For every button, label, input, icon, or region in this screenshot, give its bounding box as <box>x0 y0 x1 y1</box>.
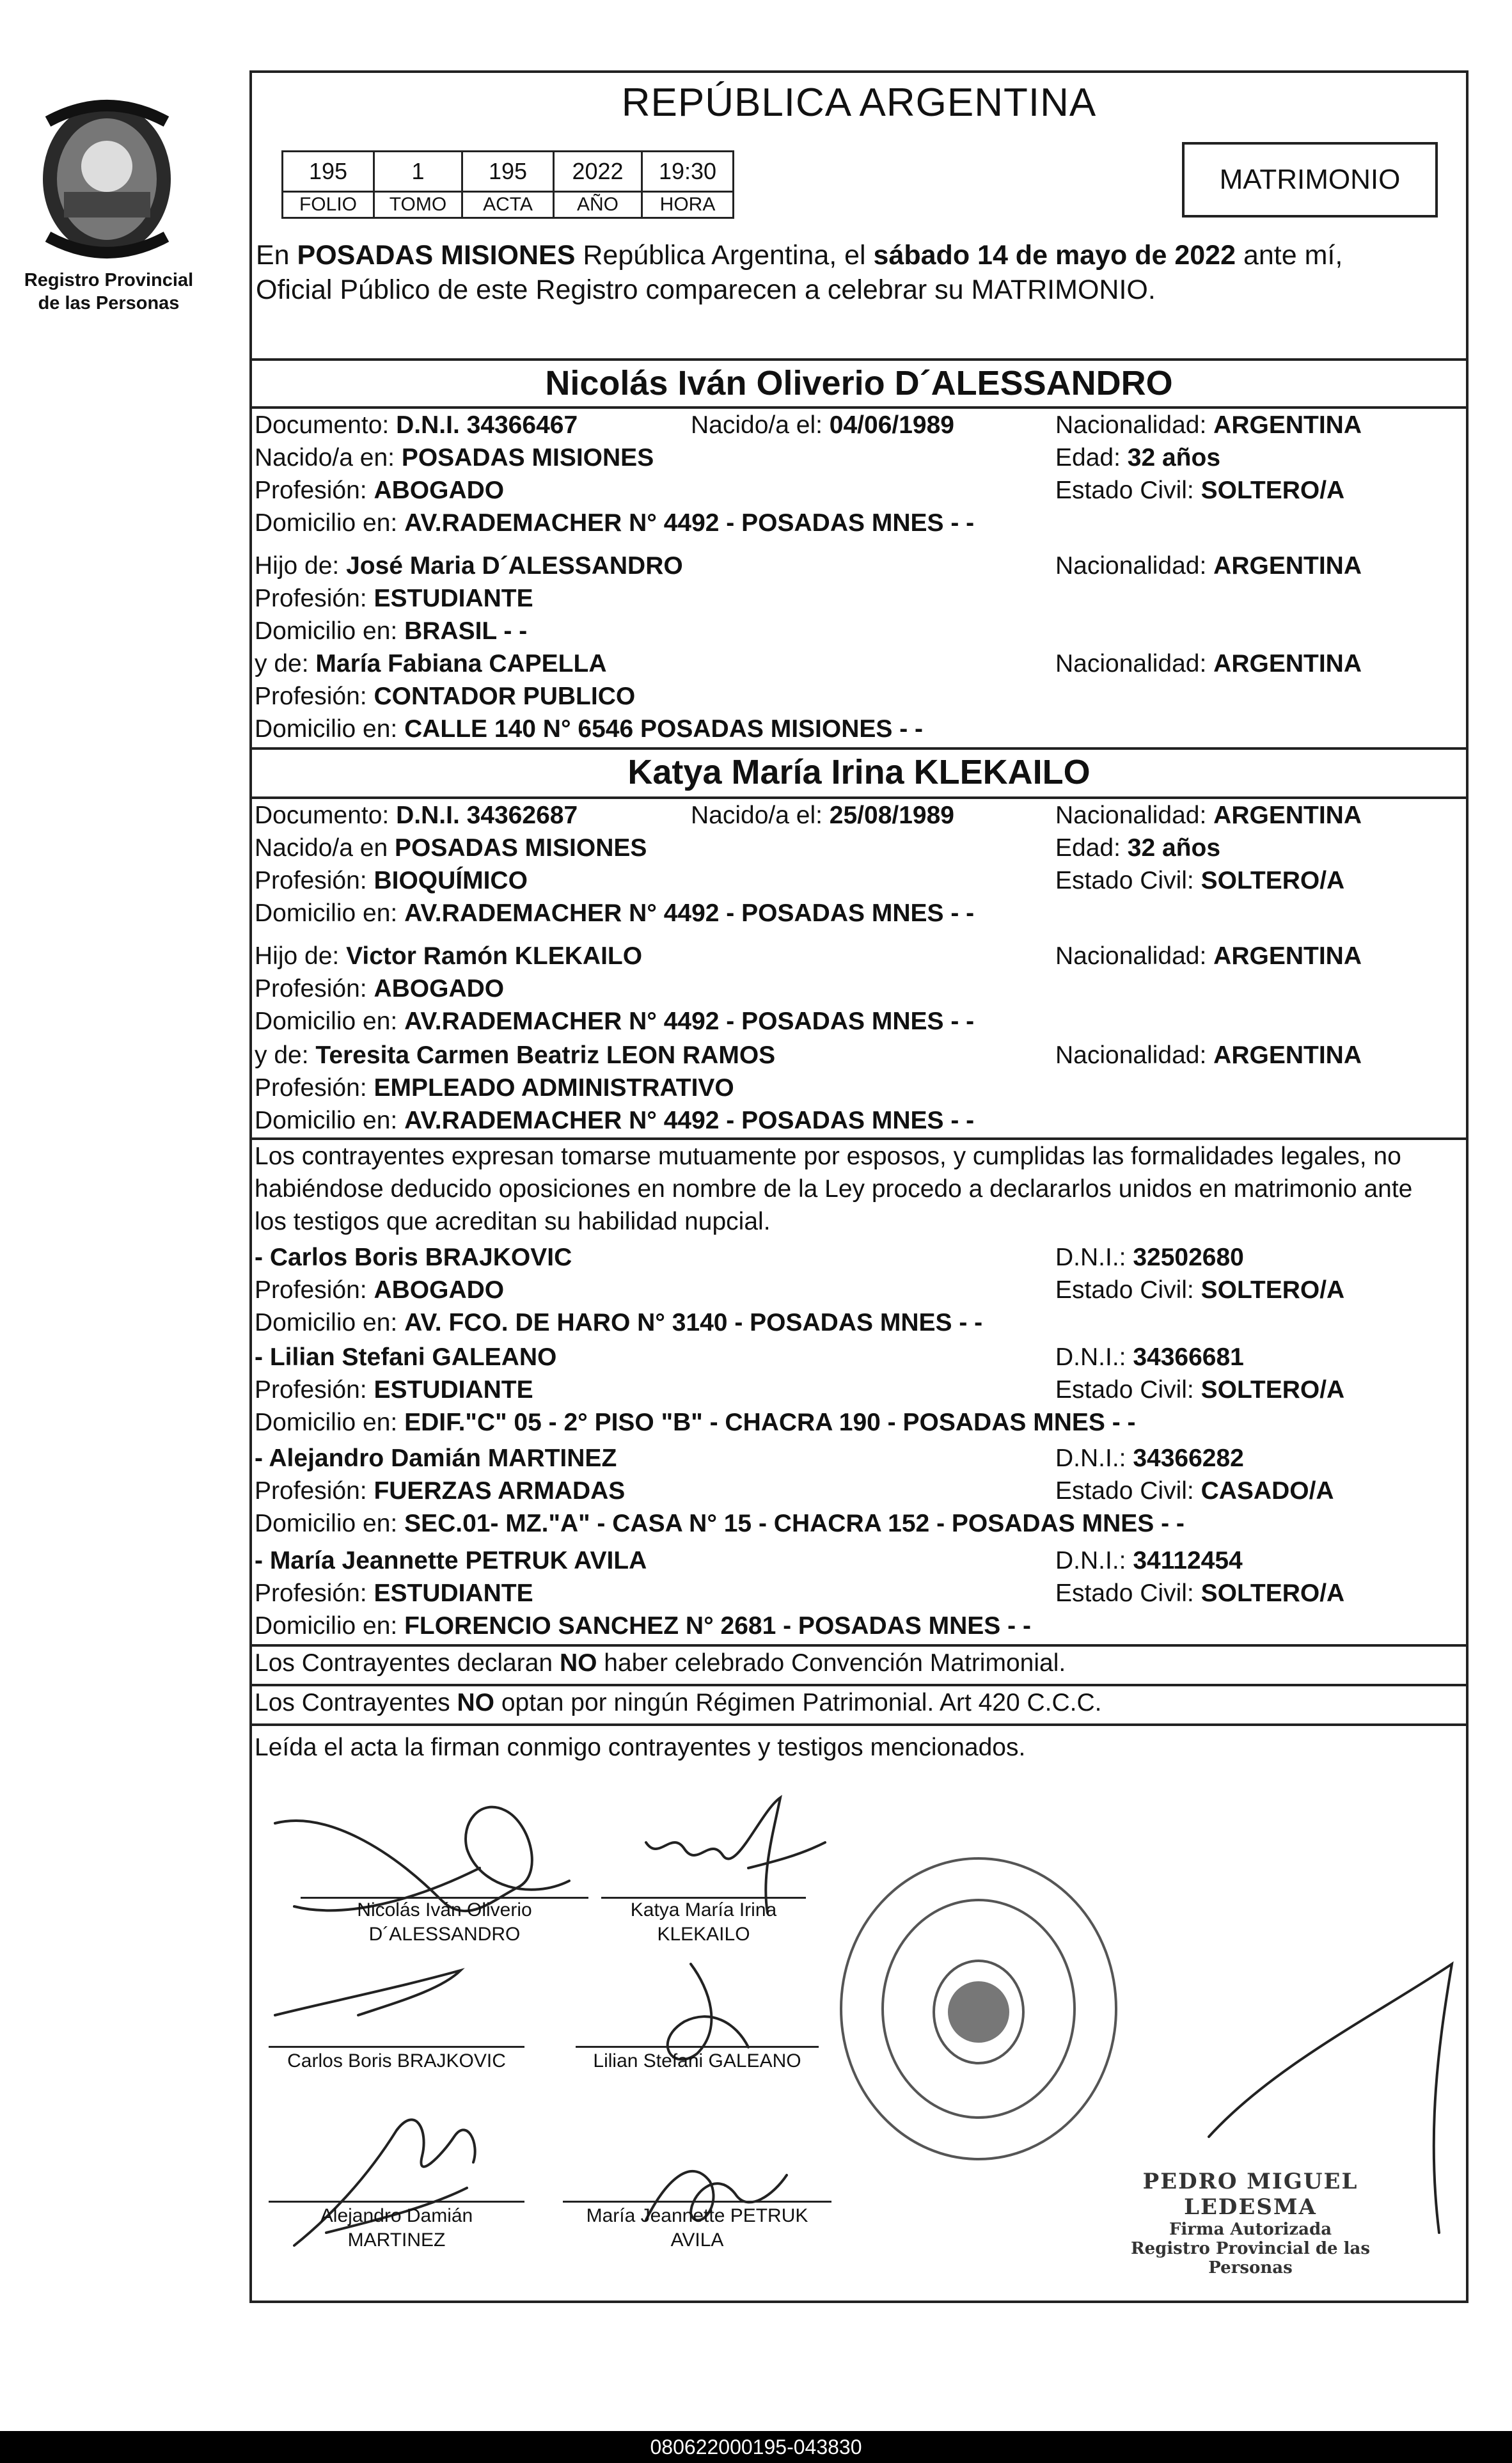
witness3-profession: Profesión: FUERZAS ARMADAS <box>255 1477 626 1505</box>
acta-value: 195 <box>462 152 554 192</box>
witness2-name: - Lilian Stefani GALEANO <box>255 1343 557 1371</box>
signature-label-spouse2: Katya María Irina KLEKAILO <box>630 1899 777 1945</box>
spouse2-mother-address: Domicilio en: AV.RADEMACHER N° 4492 - POSADAS MNES - - <box>255 1107 975 1134</box>
witness4-address: Domicilio en: FLORENCIO SANCHEZ N° 2681 - POSADAS MNES - - <box>255 1612 1031 1640</box>
spouse1-name: Nicolás Iván Oliverio D´ALESSANDRO <box>545 364 1173 402</box>
spouse2-nationality: Nacionalidad: ARGENTINA <box>1055 802 1362 829</box>
spouse1-father: Hijo de: José Maria D´ALESSANDRO <box>255 552 683 580</box>
spouse2-father-address: Domicilio en: AV.RADEMACHER N° 4492 - POSADAS MNES - - <box>255 1008 975 1035</box>
hora-value: 19:30 <box>642 152 734 192</box>
witness4-dni: D.N.I.: 34112454 <box>1055 1547 1243 1574</box>
divider <box>249 1684 1469 1686</box>
divider <box>249 747 1469 750</box>
tomo-value: 1 <box>374 152 462 192</box>
act-type-box: MATRIMONIO <box>1182 142 1438 218</box>
spouse2-birthplace: Nacido/a en POSADAS MISIONES <box>255 834 647 862</box>
intro-text <box>256 238 1465 307</box>
signature-line <box>563 2201 831 2203</box>
witness1-address: Domicilio en: AV. FCO. DE HARO N° 3140 - POSADAS MNES - - <box>255 1309 983 1336</box>
spouse1-mother-profession: Profesión: CONTADOR PUBLICO <box>255 683 636 710</box>
spouse2-mother-profession: Profesión: EMPLEADO ADMINISTRATIVO <box>255 1074 734 1102</box>
declaration-line1: Los contrayentes expresan tomarse mutuamente por esposos, y cumplidas las formalidades legales, no <box>255 1143 1401 1170</box>
spouse2-profession: Profesión: BIOQUÍMICO <box>255 867 528 894</box>
witness2-address: Domicilio en: EDIF."C" 05 - 2° PISO "B" - CHACRA 190 - POSADAS MNES - - <box>255 1409 1136 1436</box>
witness1-civil-status: Estado Civil: SOLTERO/A <box>1055 1276 1345 1304</box>
signature-line <box>269 2201 524 2203</box>
divider <box>249 1723 1469 1726</box>
intro-p3: ante mí, <box>1236 240 1343 271</box>
spouse2-father-profession: Profesión: ABOGADO <box>255 975 505 1002</box>
page-title: REPÚBLICA ARGENTINA <box>621 81 1097 125</box>
signature-label-witness2: Lilian Stefani GALEANO <box>593 2050 801 2071</box>
signature-label-spouse1: Nicolás Iván Oliverio D´ALESSANDRO <box>357 1899 532 1945</box>
witness1-name: - Carlos Boris BRAJKOVIC <box>255 1244 572 1271</box>
logo-caption-line1: Registro Provincial <box>24 270 194 290</box>
convention-text: Los Contrayentes declaran NO haber celebrado Convención Matrimonial. <box>255 1649 1066 1677</box>
spouse1-father-profession: Profesión: ESTUDIANTE <box>255 585 533 612</box>
declaration-line3: los testigos que acreditan su habilidad nupcial. <box>255 1208 771 1235</box>
spouse2-birthdate: Nacido/a el: 25/08/1989 <box>691 802 954 829</box>
ano-value: 2022 <box>554 152 642 192</box>
declaration-text <box>255 1140 1463 1238</box>
divider <box>249 406 1469 409</box>
witness4-profession: Profesión: ESTUDIANTE <box>255 1580 533 1607</box>
officer-office: Registro Provincial de las Personas <box>1130 2239 1371 2277</box>
signature-label-witness1: Carlos Boris BRAJKOVIC <box>287 2050 506 2071</box>
witness1-dni: D.N.I.: 32502680 <box>1055 1244 1244 1271</box>
witness4-civil-status: Estado Civil: SOLTERO/A <box>1055 1580 1345 1607</box>
intro-date: sábado 14 de mayo de 2022 <box>873 240 1236 271</box>
spouse1-age: Edad: 32 años <box>1055 444 1221 471</box>
spouse1-birthplace: Nacido/a en: POSADAS MISIONES <box>255 444 654 471</box>
officer-title: Firma Autorizada <box>1169 2220 1332 2239</box>
divider <box>249 358 1469 361</box>
spouse1-birthdate: Nacido/a el: 04/06/1989 <box>691 411 954 439</box>
officer-name: PEDRO MIGUEL LEDESMA <box>1142 2169 1358 2220</box>
witness2-dni: D.N.I.: 34366681 <box>1055 1343 1244 1371</box>
signature-label-witness3: Alejandro Damián MARTINEZ <box>320 2205 473 2251</box>
spouse2-mother: y de: Teresita Carmen Beatriz LEON RAMOS <box>255 1041 776 1069</box>
intro-place: POSADAS MISIONES <box>297 240 576 271</box>
folio-value: 195 <box>283 152 374 192</box>
spouse1-father-address: Domicilio en: BRASIL - - <box>255 617 528 645</box>
acta-label: ACTA <box>462 192 554 218</box>
witness2-civil-status: Estado Civil: SOLTERO/A <box>1055 1376 1345 1404</box>
tomo-label: TOMO <box>374 192 462 218</box>
spouse1-mother-address: Domicilio en: CALLE 140 N° 6546 POSADAS MISIONES - - <box>255 715 924 743</box>
intro-p1: En <box>256 240 297 271</box>
declaration-line2: habiéndose deducido oposiciones en nombre de la Ley procedo a declararlos unidos en matrimonio ante <box>255 1175 1413 1203</box>
logo-caption-line2: de las Personas <box>38 293 180 313</box>
witness3-civil-status: Estado Civil: CASADO/A <box>1055 1477 1334 1505</box>
regime-text: Los Contrayentes NO optan por ningún Régimen Patrimonial. Art 420 C.C.C. <box>255 1689 1102 1716</box>
spouse1-address: Domicilio en: AV.RADEMACHER N° 4492 - POSADAS MNES - - <box>255 509 975 537</box>
spouse1-civil-status: Estado Civil: SOLTERO/A <box>1055 477 1345 504</box>
intro-p2: República Argentina, el <box>575 240 874 271</box>
hora-label: HORA <box>642 192 734 218</box>
spouse2-name: Katya María Irina KLEKAILO <box>627 753 1091 791</box>
spouse2-father: Hijo de: Victor Ramón KLEKAILO <box>255 942 643 970</box>
intro-line2: Oficial Público de este Registro comparecen a celebrar su MATRIMONIO. <box>256 274 1156 305</box>
spouse1-document: Documento: D.N.I. 34366467 <box>255 411 578 439</box>
logo-caption <box>13 269 205 315</box>
signature-label-witness4: María Jeannette PETRUK AVILA <box>586 2205 808 2251</box>
witness3-address: Domicilio en: SEC.01- MZ."A" - CASA N° 15 - CHACRA 152 - POSADAS MNES - - <box>255 1510 1185 1537</box>
signature-line <box>576 2046 819 2048</box>
record-table <box>281 150 734 219</box>
spouse2-document: Documento: D.N.I. 34362687 <box>255 802 578 829</box>
spouse1-mother: y de: María Fabiana CAPELLA <box>255 650 607 677</box>
witness4-name: - María Jeannette PETRUK AVILA <box>255 1547 647 1574</box>
spouse1-nationality: Nacionalidad: ARGENTINA <box>1055 411 1362 439</box>
spouse2-father-nationality: Nacionalidad: ARGENTINA <box>1055 942 1362 970</box>
spouse1-mother-nationality: Nacionalidad: ARGENTINA <box>1055 650 1362 677</box>
province-logo <box>35 96 179 262</box>
officer-stamp <box>1097 2169 1404 2277</box>
document-code: 080622000195-043830 <box>0 2431 1512 2463</box>
witness2-profession: Profesión: ESTUDIANTE <box>255 1376 533 1404</box>
registry-seal <box>831 1849 1126 2169</box>
witness3-name: - Alejandro Damián MARTINEZ <box>255 1445 617 1472</box>
divider <box>249 796 1469 799</box>
spouse2-mother-nationality: Nacionalidad: ARGENTINA <box>1055 1041 1362 1069</box>
spouse2-address: Domicilio en: AV.RADEMACHER N° 4492 - POSADAS MNES - - <box>255 899 975 927</box>
witness1-profession: Profesión: ABOGADO <box>255 1276 505 1304</box>
divider <box>249 1644 1469 1647</box>
ano-label: AÑO <box>554 192 642 218</box>
signature-line <box>269 2046 524 2048</box>
spouse1-father-nationality: Nacionalidad: ARGENTINA <box>1055 552 1362 580</box>
folio-label: FOLIO <box>283 192 374 218</box>
spouse1-profession: Profesión: ABOGADO <box>255 477 505 504</box>
witness3-dni: D.N.I.: 34366282 <box>1055 1445 1244 1472</box>
spouse2-civil-status: Estado Civil: SOLTERO/A <box>1055 867 1345 894</box>
spouse2-age: Edad: 32 años <box>1055 834 1221 862</box>
reading-text: Leída el acta la firman conmigo contrayentes y testigos mencionados. <box>255 1734 1026 1761</box>
